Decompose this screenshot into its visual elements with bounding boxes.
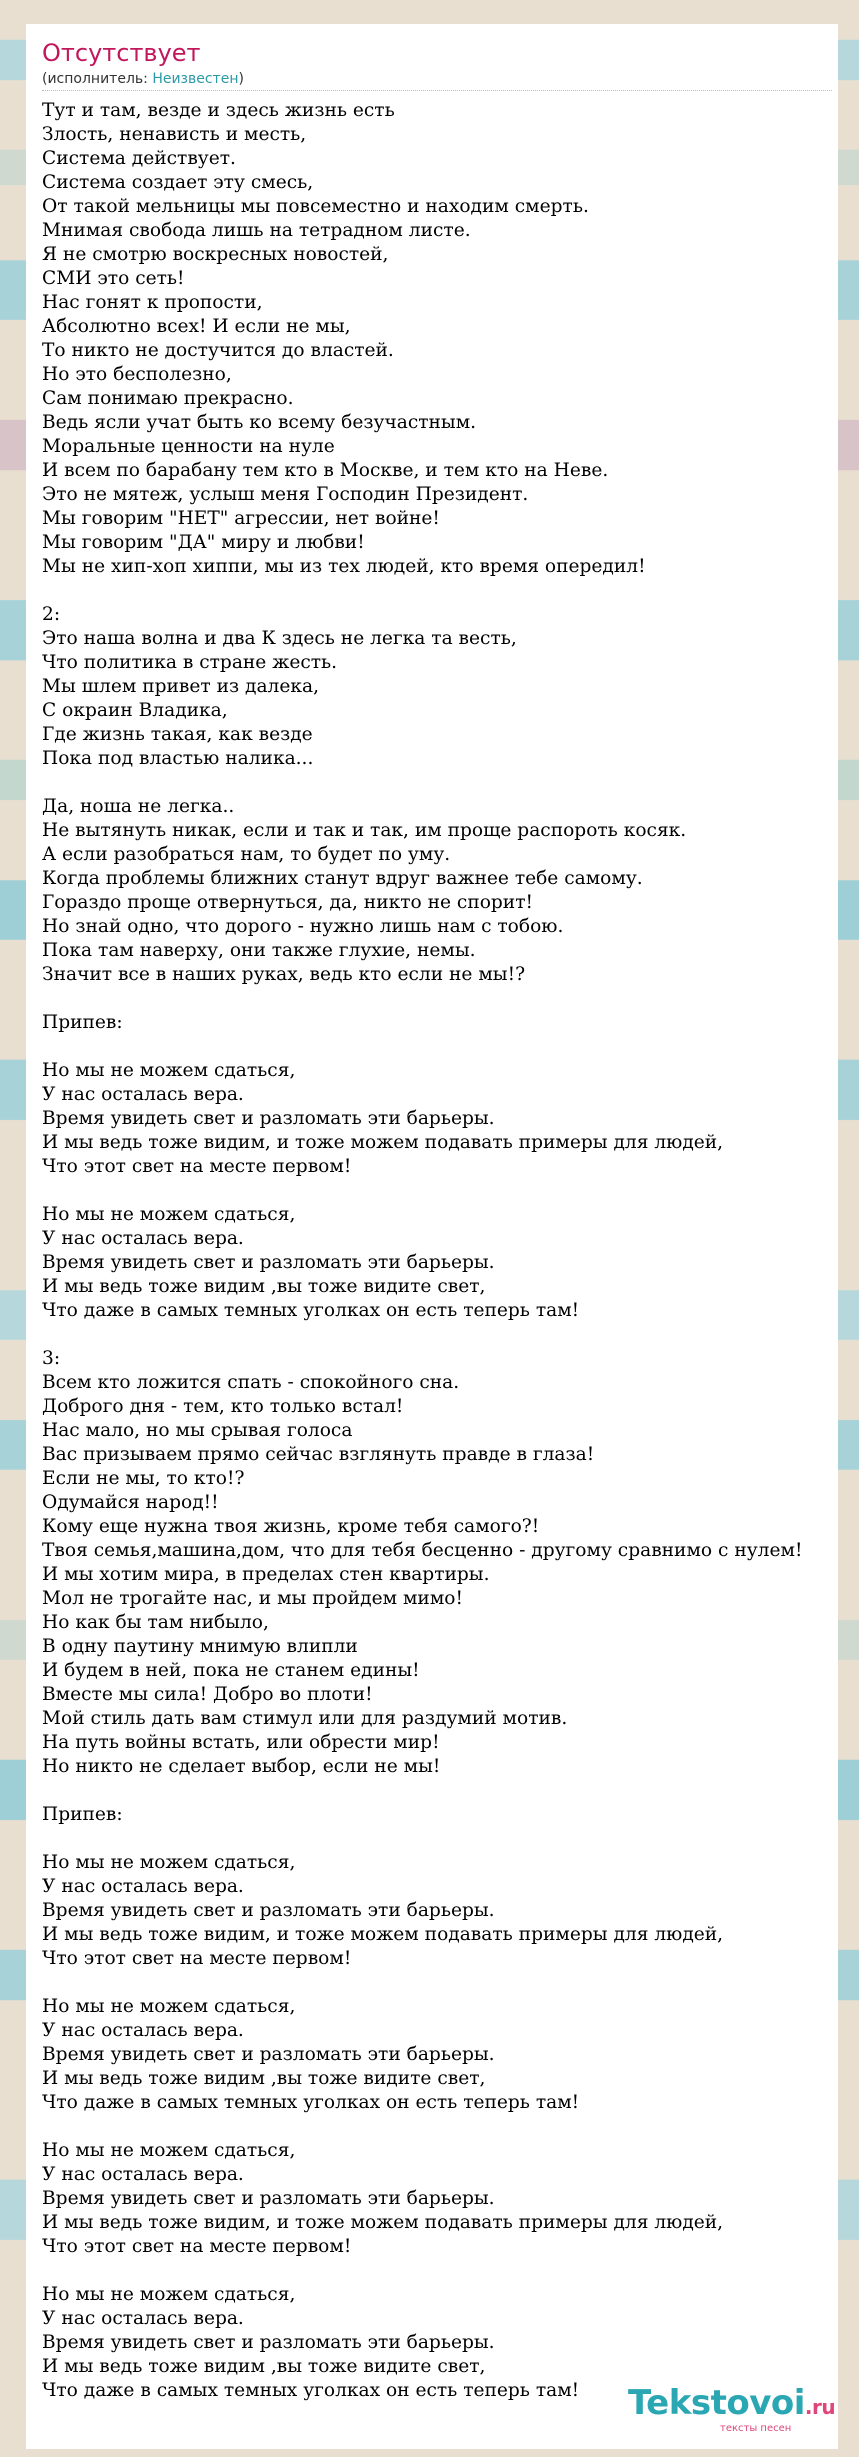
- lyric-line: Я не смотрю воскресных новостей,: [42, 244, 389, 265]
- lyric-line: Пока под властью налика...: [42, 748, 314, 769]
- lyric-line: Что политика в стране жесть.: [42, 652, 338, 673]
- lyric-line: [42, 1035, 859, 1059]
- lyric-line: Сам понимаю прекрасно.: [42, 388, 294, 409]
- lyric-line: [42, 987, 859, 1011]
- lyric-line: На путь войны встать, или обрести мир!: [42, 1732, 440, 1753]
- lyric-line: Мы шлем привет из далека,: [42, 676, 319, 697]
- lyric-line: И мы ведь тоже видим, и тоже можем подавать примеры для людей,: [42, 1924, 724, 1945]
- lyric-line: Мнимая свобода лишь на тетрадном листе.: [42, 220, 471, 241]
- lyric-line: Припев:: [42, 1804, 123, 1825]
- lyric-line: У нас осталась вера.: [42, 2164, 244, 2185]
- lyric-line: Что даже в самых темных уголках он есть теперь там!: [42, 1300, 580, 1321]
- lyric-line: Но мы не можем сдаться,: [42, 1852, 296, 1873]
- lyric-line: [42, 1971, 859, 1995]
- lyric-line: Если не мы, то кто!?: [42, 1468, 245, 1489]
- lyric-line: У нас осталась вера.: [42, 1228, 244, 1249]
- site-logo[interactable]: [628, 2383, 838, 2441]
- lyric-line: Нас мало, но мы срывая голоса: [42, 1420, 353, 1441]
- lyric-line: Что этот свет на месте первом!: [42, 2236, 352, 2257]
- lyrics-text: [42, 99, 859, 2403]
- lyric-line: Припев:: [42, 1012, 123, 1033]
- lyric-line: Время увидеть свет и разломать эти барьеры.: [42, 1252, 495, 1273]
- lyric-line: И мы хотим мира, в пределах стен квартиры.: [42, 1564, 490, 1585]
- lyric-line: И мы ведь тоже видим, и тоже можем подавать примеры для людей,: [42, 2212, 724, 2233]
- lyric-line: Твоя семья,машина,дом, что для тебя бесценно - другому сравнимо с нулем!: [42, 1540, 803, 1561]
- lyric-line: [42, 1179, 859, 1203]
- lyric-line: Но мы не можем сдаться,: [42, 1996, 296, 2017]
- lyric-line: [42, 579, 859, 603]
- lyric-line: Мы говорим "НЕТ" агрессии, нет войне!: [42, 508, 440, 529]
- lyric-line: Не вытянуть никак, если и так и так, им проще распороть косяк.: [42, 820, 687, 841]
- lyric-line: [42, 771, 859, 795]
- lyric-line: Мой стиль дать вам стимул или для раздумий мотив.: [42, 1708, 568, 1729]
- lyric-line: Но это бесполезно,: [42, 364, 232, 385]
- lyric-line: [42, 1827, 859, 1851]
- song-title: Отсутствует: [42, 39, 201, 67]
- lyric-line: Что этот свет на месте первом!: [42, 1156, 352, 1177]
- lyric-line: Когда проблемы ближних станут вдруг важнее тебе самому.: [42, 868, 643, 889]
- lyric-line: Это не мятеж, услыш меня Господин Президент.: [42, 484, 529, 505]
- performer-line: [42, 70, 244, 88]
- lyric-line: Мы говорим "ДА" миру и любви!: [42, 532, 365, 553]
- lyric-line: Гораздо проще отвернуться, да, никто не спорит!: [42, 892, 533, 913]
- lyric-line: Моральные ценности на нуле: [42, 436, 335, 457]
- lyric-line: [42, 2259, 859, 2283]
- lyric-line: Значит все в наших руках, ведь кто если не мы!?: [42, 964, 526, 985]
- lyric-line: Что даже в самых темных уголках он есть теперь там!: [42, 2092, 580, 2113]
- lyric-line: Где жизнь такая, как везде: [42, 724, 313, 745]
- lyric-line: Пока там наверху, они также глухие, немы.: [42, 940, 476, 961]
- lyric-line: И всем по барабану тем кто в Москве, и тем кто на Неве.: [42, 460, 609, 481]
- lyric-line: Мол не трогайте нас, и мы пройдем мимо!: [42, 1588, 463, 1609]
- lyrics-card: [26, 24, 838, 2449]
- lyric-line: Это наша волна и два К здесь не легка та весть,: [42, 628, 517, 649]
- logo-wordmark: [628, 2383, 835, 2427]
- lyric-line: Время увидеть свет и разломать эти барьеры.: [42, 2332, 495, 2353]
- lyric-line: Всем кто ложится спать - спокойного сна.: [42, 1372, 460, 1393]
- lyric-line: Ведь ясли учат быть ко всему безучастным.: [42, 412, 477, 433]
- lyric-line: И мы ведь тоже видим ,вы тоже видите свет,: [42, 1276, 486, 1297]
- lyric-line: 2:: [42, 604, 61, 625]
- lyric-line: С окраин Владика,: [42, 700, 228, 721]
- lyric-line: И мы ведь тоже видим ,вы тоже видите свет,: [42, 2068, 486, 2089]
- lyric-line: СМИ это сеть!: [42, 268, 185, 289]
- lyric-line: Время увидеть свет и разломать эти барьеры.: [42, 1900, 495, 1921]
- lyric-line: У нас осталась вера.: [42, 2308, 244, 2329]
- lyric-line: Нас гонят к пропости,: [42, 292, 263, 313]
- lyric-line: Но как бы там нибыло,: [42, 1612, 269, 1633]
- lyric-line: Но мы не можем сдаться,: [42, 2284, 296, 2305]
- lyric-line: Но мы не можем сдаться,: [42, 2140, 296, 2161]
- lyric-line: Что этот свет на месте первом!: [42, 1948, 352, 1969]
- lyric-line: Абсолютно всех! И если не мы,: [42, 316, 351, 337]
- lyric-line: У нас осталась вера.: [42, 1876, 244, 1897]
- lyric-line: Но никто не сделает выбор, если не мы!: [42, 1756, 441, 1777]
- lyric-line: И будем в ней, пока не станем едины!: [42, 1660, 420, 1681]
- performer-suffix: ): [238, 71, 244, 87]
- lyric-line: Доброго дня - тем, кто только встал!: [42, 1396, 404, 1417]
- lyric-line: Вас призываем прямо сейчас взглянуть правде в глаза!: [42, 1444, 595, 1465]
- lyric-line: Система действует.: [42, 148, 236, 169]
- lyric-line: От такой мельницы мы повсеместно и находим смерть.: [42, 196, 589, 217]
- lyric-line: Но знай одно, что дорого - нужно лишь нам с тобою.: [42, 916, 564, 937]
- logo-name: Tekstovoi: [628, 2383, 805, 2423]
- lyric-line: Время увидеть свет и разломать эти барьеры.: [42, 1108, 495, 1129]
- artist-link[interactable]: Неизвестен: [152, 71, 239, 87]
- lyric-line: [42, 2115, 859, 2139]
- lyric-line: У нас осталась вера.: [42, 1084, 244, 1105]
- performer-prefix: (исполнитель:: [42, 71, 153, 87]
- logo-domain: .ru: [804, 2395, 836, 2419]
- lyric-line: И мы ведь тоже видим, и тоже можем подавать примеры для людей,: [42, 1132, 724, 1153]
- lyric-line: Кому еще нужна твоя жизнь, кроме тебя самого?!: [42, 1516, 540, 1537]
- lyric-line: Но мы не можем сдаться,: [42, 1060, 296, 1081]
- lyric-line: То никто не достучится до властей.: [42, 340, 394, 361]
- lyric-line: Да, ноша не легка..: [42, 796, 235, 817]
- lyric-line: 3:: [42, 1348, 61, 1369]
- lyric-line: Одумайся народ!!: [42, 1492, 219, 1513]
- lyric-line: Злость, ненависть и месть,: [42, 124, 307, 145]
- lyric-line: Время увидеть свет и разломать эти барьеры.: [42, 2188, 495, 2209]
- lyric-line: В одну паутину мнимую влипли: [42, 1636, 358, 1657]
- lyric-line: Система создает эту смесь,: [42, 172, 314, 193]
- lyric-line: Что даже в самых темных уголках он есть теперь там!: [42, 2380, 580, 2401]
- lyric-line: Тут и там, везде и здесь жизнь есть: [42, 100, 395, 121]
- lyric-line: [42, 1323, 859, 1347]
- lyric-line: Вместе мы сила! Добро во плоти!: [42, 1684, 373, 1705]
- lyric-line: У нас осталась вера.: [42, 2020, 244, 2041]
- lyric-line: И мы ведь тоже видим ,вы тоже видите свет,: [42, 2356, 486, 2377]
- lyric-line: А если разобраться нам, то будет по уму.: [42, 844, 451, 865]
- lyric-line: Но мы не можем сдаться,: [42, 1204, 296, 1225]
- lyric-line: Мы не хип-хоп хиппи, мы из тех людей, кто время опередил!: [42, 556, 646, 577]
- lyric-line: [42, 1779, 859, 1803]
- lyric-line: Время увидеть свет и разломать эти барьеры.: [42, 2044, 495, 2065]
- header-divider: [42, 90, 832, 91]
- logo-tagline: тексты песен: [720, 2423, 792, 2434]
